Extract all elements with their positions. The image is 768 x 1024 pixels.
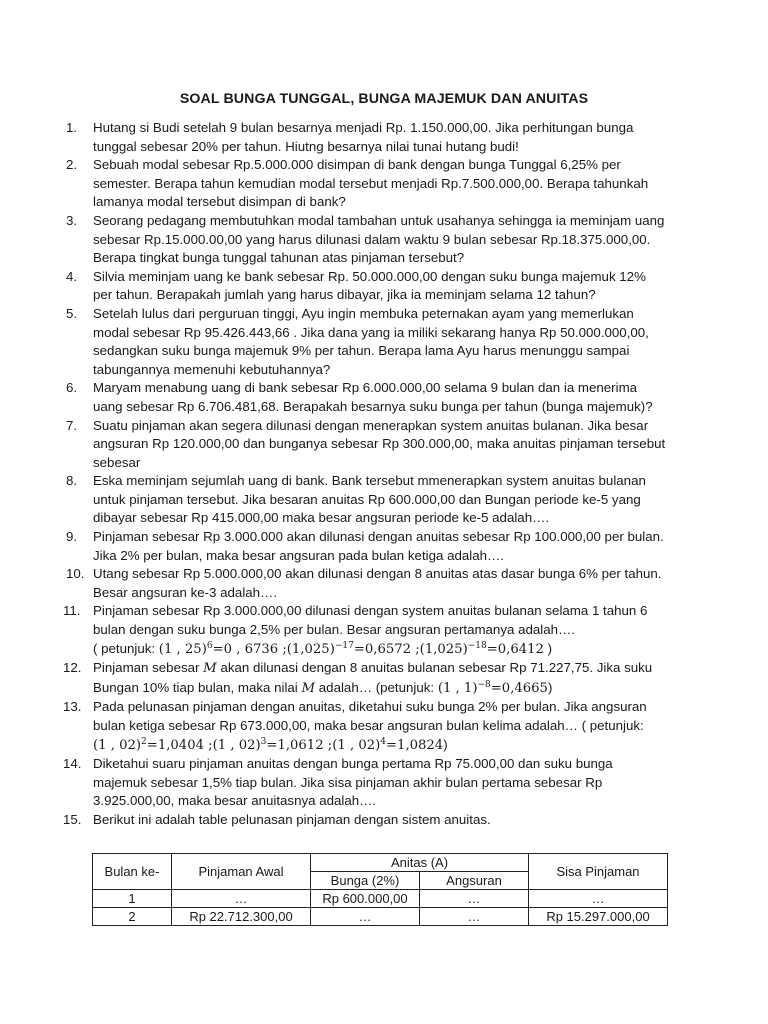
question-number: 4. — [66, 268, 78, 284]
header-anuitas: Anitas (A) — [311, 854, 529, 872]
question-number: 9. — [66, 529, 78, 545]
question-text: Seorang pedagang membutuhkan modal tambahan untuk usahanya sehingga ia meminjam uang sebesar Rp.15.000.00,00 yang harus dilunasi dalam waktu 9 bulan sebesar Rp.18.375.000,00. Berapa tingkat bunga tunggal tahunan atas pinjaman tersebut? — [93, 212, 665, 266]
question-text: Silvia meminjam uang ke bank sebesar Rp. 50.000.000,00 dengan suku bunga majemuk 12% per tahun. Berapakah jumlah yang harus dibayar, jika ia meminjam selama 12 tahun? — [93, 268, 646, 303]
question-7 — [66, 417, 668, 473]
cell-bulan: 2 — [93, 908, 172, 926]
question-list — [63, 119, 668, 830]
question-text: Diketahui suaru pinjaman anuitas dengan bunga pertama Rp 75.000,00 dan suku bunga majemuk sebesar 1,5% tiap bulan. Jika sisa pinjaman akhir bulan pertama sebesar Rp 3.925.000,00, maka besar anuitasnya adalah…. — [93, 756, 613, 809]
question-14 — [63, 755, 668, 811]
header-bunga: Bunga (2%) — [311, 872, 420, 890]
question-number: 5. — [66, 305, 78, 321]
hint-formula: (1 , 1)$^{-8}$=0,4665 — [437, 679, 548, 696]
question-number: 13. — [63, 699, 82, 715]
question-number: 15. — [63, 811, 82, 827]
cell-sisa-pinjaman: Rp 15.297.000,00 — [529, 908, 668, 926]
question-3 — [66, 212, 668, 268]
variable-m: M — [203, 661, 217, 677]
hint-formula: (1 , 25)$^6$=0 , 6736 $;(1,025)^{-17}=0,6572$ $;(1,025)^{-18}=0,6412$ — [158, 640, 544, 657]
hint-suffix: ) — [543, 640, 553, 656]
header-pinjaman-awal: Pinjaman Awal — [172, 854, 311, 890]
question-1 — [66, 119, 668, 156]
cell-angsuran: … — [420, 908, 529, 926]
cell-angsuran: … — [420, 890, 529, 908]
question-9 — [66, 528, 668, 565]
question-number: 14. — [63, 756, 82, 772]
anuitas-table — [92, 853, 668, 926]
cell-sisa-pinjaman: … — [529, 890, 668, 908]
table-row — [93, 890, 668, 908]
hint-prefix: ( petunjuk: — [93, 640, 159, 656]
question-4 — [66, 268, 668, 305]
question-6 — [66, 379, 668, 416]
question-text: Sebuah modal sebesar Rp.5.000.000 disimpan di bank dengan bunga Tunggal 6,25% per semester. Berapa tahun kemudian modal tersebut menjadi Rp.7.500.000,00. Berapa tahunkah lamanya modal tersebut disimpan di bank? — [93, 157, 649, 210]
question-text: Berikut ini adalah table pelunasan pinjaman dengan sistem anuitas. — [93, 811, 491, 827]
header-sisa-pinjaman: Sisa Pinjaman — [529, 854, 668, 890]
cell-pinjaman-awal: … — [172, 890, 311, 908]
question-13: 13. Pada pelunasan pinjaman dengan anuitas, diketahui suku bunga 2% per bulan. Jika angsuran bulan ketiga sebesar Rp 673.000,00, maka besar angsuran bulan kelima adalah… ( petunjuk: (1 , 02)$^2$=1,0404 ;(1 , 02)$^3$=1,0612 ;(1 , 02)$^4$=1,0824) — [63, 699, 647, 753]
question-text: Utang sebesar Rp 5.000.000,00 akan dilunasi dengan 8 anuitas atas dasar bunga 6% per tahun. Besar angsuran ke-3 adalah…. — [93, 566, 662, 600]
question-10 — [66, 565, 668, 602]
question-text: Pinjaman sebesar — [93, 660, 204, 676]
question-text: Pinjaman sebesar Rp 3.000.000 akan dilunasi dengan anuitas sebesar Rp 100.000,00 per bulan. Jika 2% per bulan, maka besar angsuran pada bulan ketiga adalah…. — [93, 529, 664, 563]
cell-pinjaman-awal: Rp 22.712.300,00 — [172, 908, 311, 926]
question-number: 6. — [66, 380, 78, 396]
header-angsuran: Angsuran — [420, 872, 529, 890]
cell-bunga: … — [311, 908, 420, 926]
cell-bulan: 1 — [93, 890, 172, 908]
question-text: akan dilunasi dengan 8 anuitas bulanan sebesar Rp 71.227,75. Jika suku Bungan 10% tiap bulan, maka nilai — [93, 660, 653, 695]
question-number: 10. — [66, 566, 85, 582]
question-text: Hutang si Budi setelah 9 bulan besarnya menjadi Rp. 1.150.000,00. Jika perhitungan bunga tunggal sebesar 20% per tahun. Hiutng besarnya nilai tunai hutang budi! — [93, 120, 634, 154]
header-bulan: Bulan ke- — [93, 854, 172, 890]
question-text: Pinjaman sebesar Rp 3.000.000,00 dilunasi dengan system anuitas bulanan selama 1 tahun 6 bulan dengan suku bunga 2,5% per bulan. Besar angsuran pertamanya adalah…. — [93, 603, 648, 638]
table-row — [93, 908, 668, 926]
question-text: Pada pelunasan pinjaman dengan anuitas, diketahui suku bunga 2% per bulan. Jika angsuran bulan ketiga sebesar Rp 673.000,00, maka besar angsuran bulan kelima adalah… ( petunjuk: — [93, 699, 647, 733]
question-text: Maryam menabung uang di bank sebesar Rp 6.000.000,00 selama 9 bulan dan ia menerima uang sebesar Rp 6.706.481,68. Berapakah besarnya suku bunga per tahun (bunga majemuk)? — [93, 380, 653, 414]
document-title: SOAL BUNGA TUNGGAL, BUNGA MAJEMUK DAN ANUITAS — [179, 91, 589, 107]
question-text: Eska meminjam sejumlah uang di bank. Bank tersebut mmenerapkan system anuitas bulanan untuk pinjaman tersebut. Jika besaran anuitas Rp 600.000,00 dan Bungan periode ke-5 yang dibayar sebesar Rp 415.000,00 maka besar angsuran periode ke-5 adalah…. — [93, 473, 646, 526]
question-5 — [66, 305, 668, 379]
question-number: 1. — [66, 120, 78, 135]
table-header-row — [93, 854, 668, 872]
question-text: adalah… (petunjuk: — [315, 679, 438, 695]
cell-bunga: Rp 600.000,00 — [311, 890, 420, 908]
question-2 — [66, 156, 668, 212]
question-15 — [63, 811, 668, 830]
question-text: Suatu pinjaman akan segera dilunasi dengan menerapkan system anuitas bulanan. Jika besar angsuran Rp 120.000,00 dan bunganya sebesar Rp 300.000,00, maka anuitas pinjaman tersebut sebesar — [93, 417, 666, 470]
question-11 — [63, 602, 668, 659]
question-number: 3. — [66, 212, 78, 228]
question-number: 8. — [66, 473, 78, 489]
question-number: 7. — [66, 417, 78, 433]
hint-formula: (1 , 02)$^2$=1,0404 ;(1 , 02)$^3$=1,0612 ;(1 , 02)$^4$=1,0824 — [93, 736, 444, 753]
question-number: 12. — [63, 660, 82, 676]
question-number: 11. — [63, 603, 81, 619]
question-number: 2. — [66, 157, 78, 173]
question-12: 12. Pinjaman sebesar M akan dilunasi dengan 8 anuitas bulanan sebesar Rp 71.227,75. Jika suku Bungan 10% tiap bulan, maka nilai M adalah… (petunjuk: (1 , 1)$^{-8}$=0,4665) — [63, 660, 653, 696]
question-8 — [66, 472, 668, 528]
variable-m: M — [301, 680, 316, 696]
question-text: Setelah lulus dari perguruan tinggi, Ayu ingin membuka peternakan ayam yang memerlukan modal sebesar Rp 95.426.443,66 . Jika dana yang ia miliki sekarang hanya Rp 50.000.000,00, sedangkan suku bunga majemuk 9% per tahun. Berapa lama Ayu harus menunggu sampai tabungannya memenuhi kebutuhannya? — [93, 305, 649, 377]
